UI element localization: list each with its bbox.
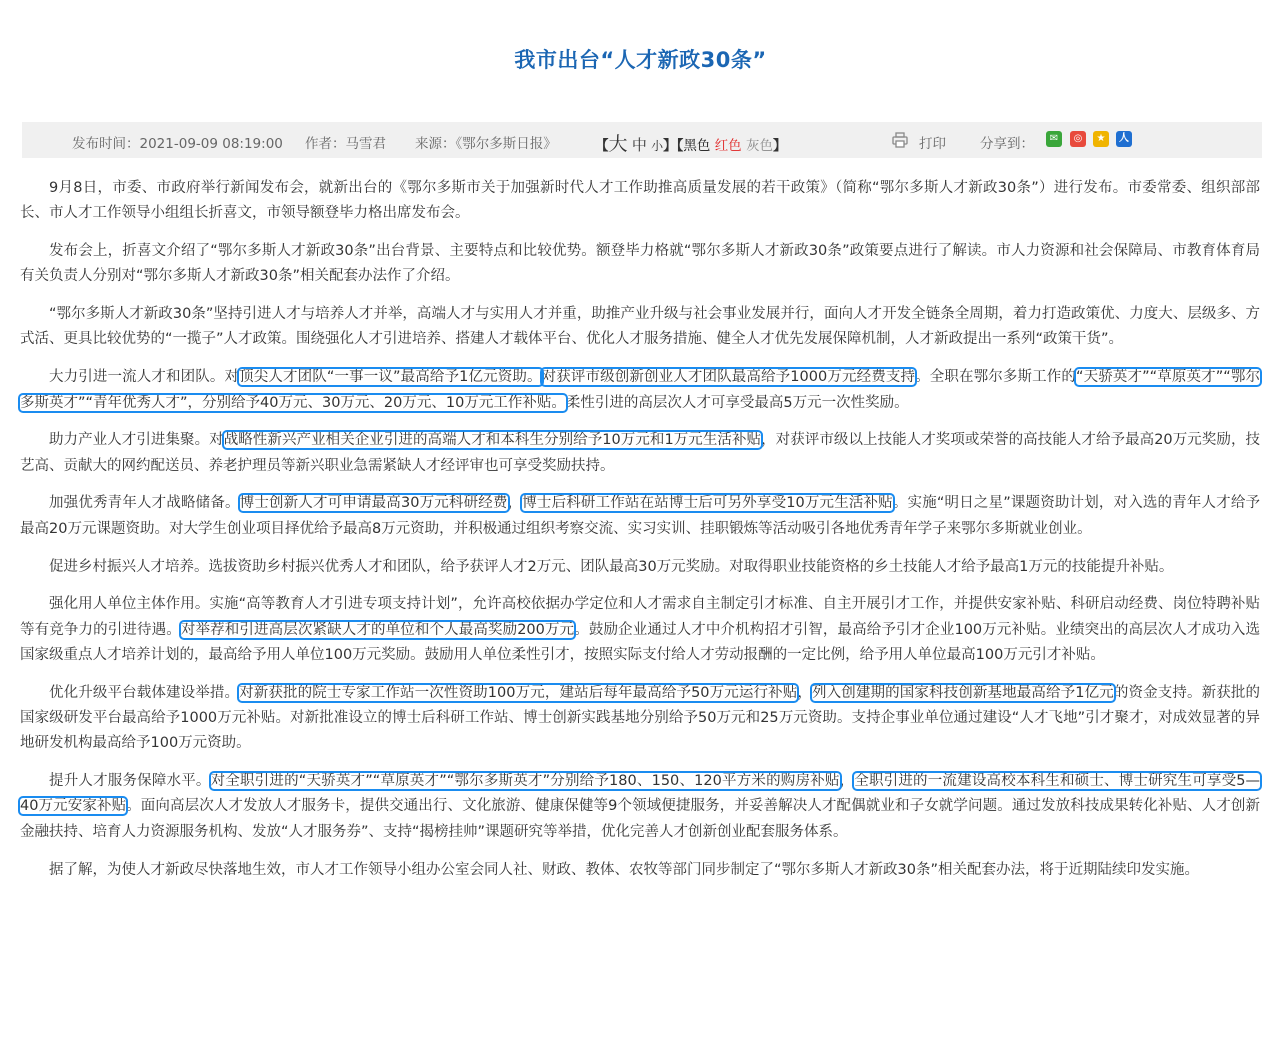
article-meta-bar [22,122,1262,158]
paragraph-text: ， [507,495,523,512]
highlighted-text: 博士创新人才可申请最高30万元科研经费 [239,495,508,512]
print-icon[interactable] [892,132,908,148]
highlighted-text: 顶尖人才团队“一事一议”最高给予1亿元资助。 [239,369,542,386]
paragraph-text: 强化用人单位主体作用。实施“高等教育人才引进专项支持计划”，允许高校依据办学定位和人才需求自主制定引才标准、自主开展引才工作，并提供安家补贴、科研启动经费、岗位特聘补贴等有竞争力的引进待遇。 [20,596,1260,638]
bracket-close: 】 [772,138,787,154]
paragraph-text: 加强优秀青年人才战略储备。 [49,495,240,512]
weibo-icon[interactable]: ◎ [1070,131,1086,147]
highlighted-text: 战略性新兴产业相关企业引进的高端人才和本科生分别给予10万元和1万元生活补贴 [223,432,762,449]
highlighted-text: 对举荐和引进高层次紧缺人才的单位和个人最高奖励200万元 [180,621,575,638]
qzone-icon[interactable]: ★ [1093,131,1109,147]
bracket-open: 【 [676,138,684,154]
paragraph-text: “鄂尔多斯人才新政30条”坚持引进人才与培养人才并举，高端人才与实用人才并重，助推产业升级与社会事业发展并行，面向人才开发全链条全周期，着力打造政策优、力度大、层级多、方式活、更具比较优势的“一揽子”人才政策。围绕强化人才引进培养、搭建人才载体平台、优化人才服务措施、健全人才优先发展保障机制，人才新政提出一系列“政策干货”。 [20,306,1260,348]
font-size-mid-button[interactable]: 中 [631,136,647,154]
color-black-button[interactable]: 黑色 [683,138,711,154]
bracket-open: 【 [595,138,609,154]
highlighted-text: 全职引进的一流建设高校本科生和硕士、博士研究生可享受5—40万元安家补贴 [20,773,1260,815]
bracket-close: 】 [663,138,677,154]
highlighted-text: 对全职引进的“天骄英才”“草原英才”“鄂尔多斯英才”分别给予180、150、120平方米的购房补贴 [210,773,840,790]
paragraph-text: ， [839,773,855,790]
paragraph [20,592,1260,668]
highlighted-text: 列入创建期的国家科技创新基地最高给予1亿元 [812,684,1114,701]
paragraph-text: 柔性引进的高层次人才可享受最高5万元一次性奖励。 [565,394,909,411]
paragraph-text: ， [797,684,813,701]
share-label: 分享到： [980,136,1034,152]
paragraph [20,681,1260,757]
source: 来源：《鄂尔多斯日报》 [415,136,557,152]
highlighted-text: 对获评市级创新创业人才团队最高给予1000万元经费支持 [541,369,916,386]
font-size-big-button[interactable]: 大 [608,133,628,155]
paragraph-text: ，对获评市级以上技能人才奖项或荣誉的高技能人才给予最高20万元奖励，技艺高、贡献大的网约配送员、养老护理员等新兴职业急需紧缺人才经评审也可享受奖励扶持。 [20,432,1260,474]
highlighted-text: “天骄英才”“草原英才”“鄂尔多斯英才”“青年优秀人才”，分别给予40万元、30万元、20万元、10万元工作补贴。 [20,369,1261,411]
paragraph-text: 提升人才服务保障水平。 [49,773,211,790]
wechat-icon[interactable]: ✉ [1046,131,1062,147]
paragraph [20,428,1260,479]
print-button[interactable]: 打印 [919,136,946,152]
paragraph [20,769,1260,845]
paragraph [20,365,1260,416]
paragraph-text: 大力引进一流人才和团队。对 [49,369,240,386]
paragraph [20,555,1260,580]
paragraph-text: 。鼓励企业通过人才中介机构招才引智，最高给予引才企业100万元补贴。业绩突出的高层次人才成功入选国家级重点人才培养计划的，最高给予用人单位100万元奖励。鼓励用人单位柔性引才，按照实际支付给人才劳动报酬的一定比例，给予用人单位最高100万元引才补贴。 [20,621,1260,663]
article-body [20,176,1260,895]
renren-icon[interactable]: 人 [1116,131,1132,147]
paragraph-text: 。全职在鄂尔多斯工作的 [915,369,1076,386]
publish-time: 发布时间：2021-09-09 08:19:00 [72,136,283,152]
font-size-small-button[interactable]: 小 [651,139,664,153]
article-title: 我市出台“人才新政30条” [514,48,767,72]
paragraph [20,176,1260,227]
paragraph [20,491,1260,542]
paragraph-text: 的资金支持。新获批的国家级研发平台最高给予1000万元补贴。对新批准设立的博士后科研工作站、博士创新实践基地分别给予50万元和25万元资助。支持企事业单位通过建设“人才飞地”引才聚才，对成效显著的异地研发机构最高给予100万元资助。 [20,684,1261,752]
paragraph-text: 优化升级平台载体建设举措。 [49,684,240,701]
paragraph-text: 助力产业人才引进集聚。对 [49,432,224,449]
paragraph-text: 。实施“明日之星”课题资助计划，对入选的青年人才给予最高20万元课题资助。对大学生创业项目择优给予最高8万元资助，并积极通过组织考察交流、实习实训、挂职锻炼等活动吸引各地优秀青年学子来鄂尔多斯就业创业。 [20,495,1261,537]
font-size-switcher [595,129,786,156]
color-gray-button[interactable]: 灰色 [745,138,773,154]
paragraph [20,302,1260,353]
paragraph-text: 据了解，为使人才新政尽快落地生效，市人才工作领导小组办公室会同人社、财政、教体、农牧等部门同步制定了“鄂尔多斯人才新政30条”相关配套办法，将于近期陆续印发实施。 [49,861,1199,878]
author: 作者：马雪君 [305,136,386,152]
paragraph-text: 发布会上，折喜文介绍了“鄂尔多斯人才新政30条”出台背景、主要特点和比较优势。额登毕力格就“鄂尔多斯人才新政30条”政策要点进行了解读。市人力资源和社会保障局、市教育体育局有关负责人分别对“鄂尔多斯人才新政30条”相关配套办法作了介绍。 [20,243,1260,285]
paragraph-text: 促进乡村振兴人才培养。选拔资助乡村振兴优秀人才和团队，给予获评人才2万元、团队最高30万元奖励。对取得职业技能资格的乡土技能人才给予最高1万元的技能提升补贴。 [49,558,1174,575]
color-red-button[interactable]: 红色 [714,138,742,154]
paragraph [20,239,1260,290]
highlighted-text: 对新获批的院士专家工作站一次性资助100万元，建站后每年最高给予50万元运行补贴 [239,684,798,701]
highlighted-text: 博士后科研工作站在站博士后可另外享受10万元生活补贴 [522,495,893,512]
paragraph-text: 。面向高层次人才发放人才服务卡，提供交通出行、文化旅游、健康保健等9个领域便捷服务，并妥善解决人才配偶就业和子女就学问题。通过发放科技成果转化补贴、人才创新金融扶持、培育人力资源服务机构、发放“人才服务券”、支持“揭榜挂帅”课题研究等举措，优化完善人才创新创业配套服务体系。 [20,798,1260,840]
paragraph [20,858,1260,883]
paragraph-text: 9月8日，市委、市政府举行新闻发布会，就新出台的《鄂尔多斯市关于加强新时代人才工作助推高质量发展的若干政策》（简称“鄂尔多斯人才新政30条”）进行发布。市委常委、组织部部长、市人才工作领导小组组长折喜文，市领导额登毕力格出席发布会。 [20,180,1260,222]
